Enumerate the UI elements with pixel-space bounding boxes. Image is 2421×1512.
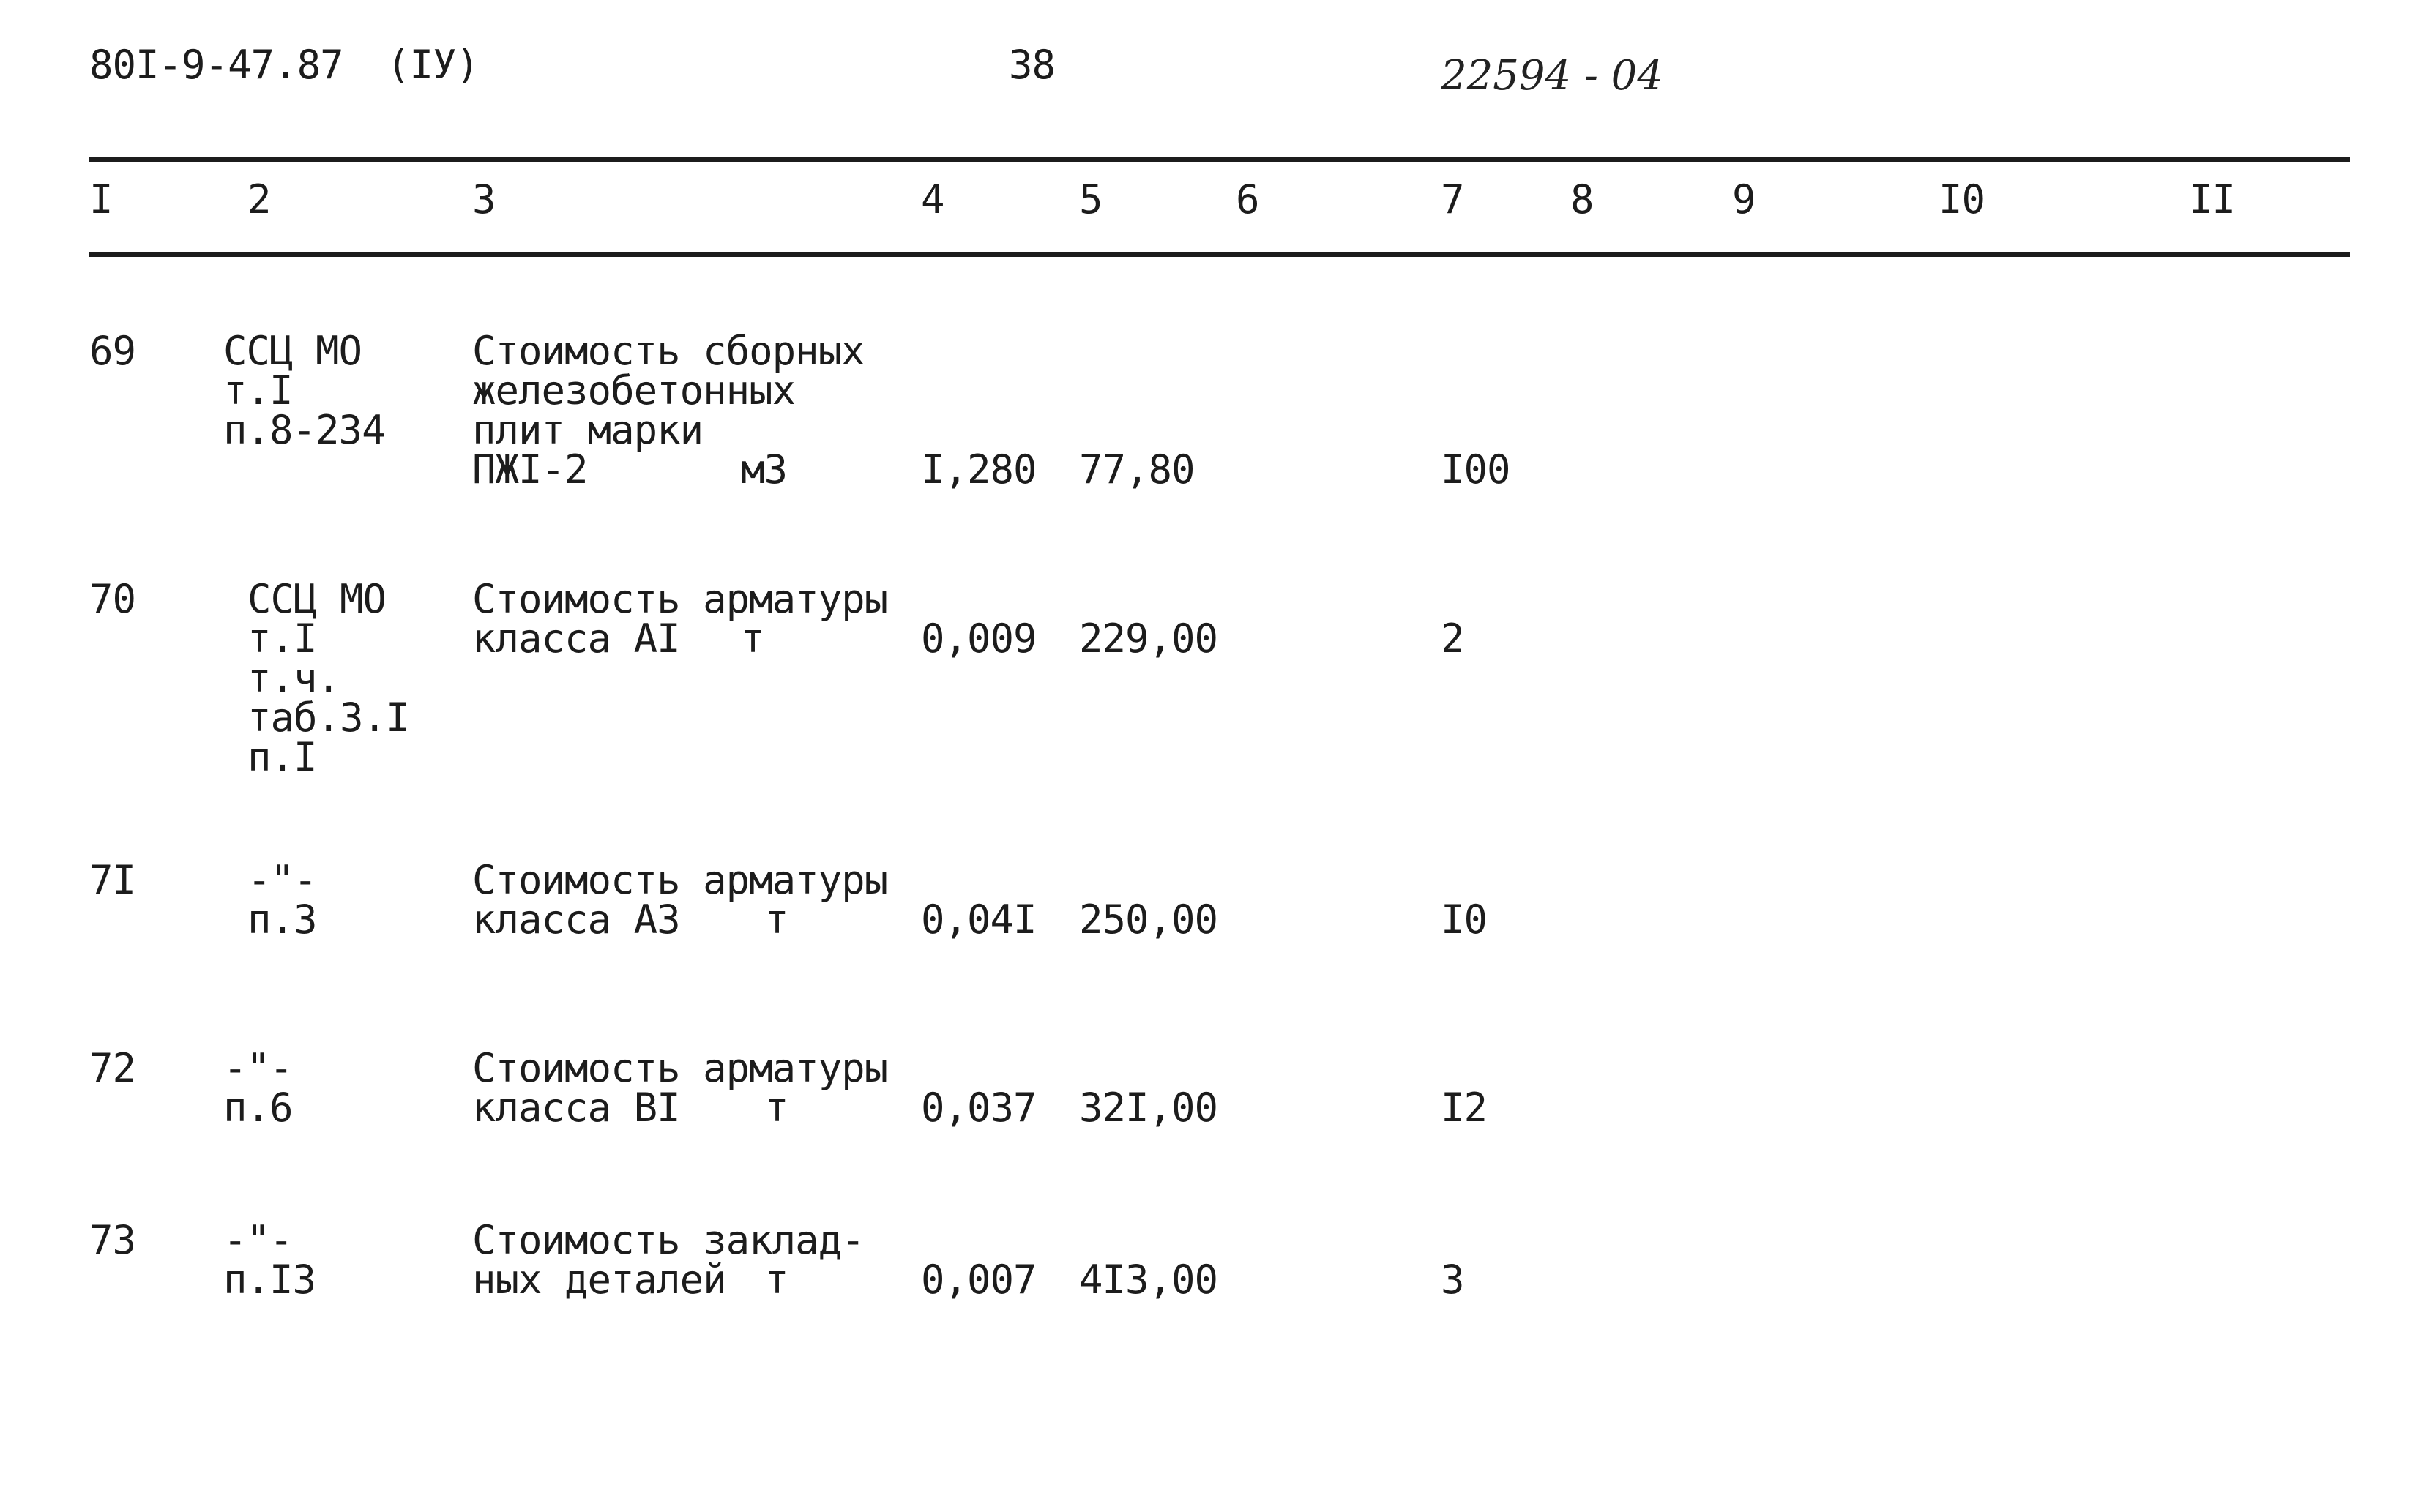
column-7-value: I2 — [1441, 1085, 1488, 1131]
row-number: 70 — [89, 576, 136, 622]
handwritten-reference: 22594 - 04 — [1441, 52, 1663, 100]
unit-of-measure: т — [765, 897, 788, 943]
row-number: 72 — [89, 1045, 136, 1091]
unit-of-measure: т — [741, 615, 764, 662]
price-reference: -"- п.6 — [223, 1045, 293, 1131]
unit-price: 77,80 — [1079, 446, 1195, 493]
column-header-1: I — [89, 176, 113, 222]
unit-price: 229,00 — [1079, 615, 1218, 662]
unit-price: 32I,00 — [1079, 1085, 1218, 1131]
row-number: 7I — [89, 857, 136, 903]
unit-price: 250,00 — [1079, 897, 1218, 943]
quantity: I,280 — [921, 446, 1037, 493]
table-top-rule — [89, 157, 2350, 162]
price-reference: -"- п.I3 — [223, 1217, 316, 1303]
unit-of-measure: т — [765, 1085, 788, 1131]
column-7-value: I00 — [1441, 446, 1510, 493]
quantity: 0,007 — [921, 1257, 1037, 1303]
item-description: Стоимость сборных железобетонных плит марки ПЖI-2 — [472, 328, 865, 493]
row-number: 69 — [89, 328, 136, 374]
document-code: 80I-9-47.87 — [89, 42, 343, 88]
page-number: 38 — [1009, 42, 1056, 88]
column-header-9: 9 — [1732, 176, 1756, 222]
column-7-value: I0 — [1441, 897, 1488, 943]
unit-of-measure: т — [765, 1257, 788, 1303]
column-header-6: 6 — [1236, 176, 1259, 222]
column-header-3: 3 — [472, 176, 496, 222]
column-header-7: 7 — [1441, 176, 1464, 222]
column-header-4: 4 — [921, 176, 944, 222]
quantity: 0,037 — [921, 1085, 1037, 1131]
item-description: Стоимость арматуры класса ВI — [472, 1045, 888, 1131]
item-description: Стоимость арматуры класса АI — [472, 576, 888, 662]
item-description: Стоимость заклад- ных деталей — [472, 1217, 865, 1303]
price-reference: ССЦ МО т.I т.ч. таб.3.I п.I — [247, 576, 409, 780]
column-header-5: 5 — [1079, 176, 1103, 222]
volume-label: (IУ) — [387, 42, 480, 88]
quantity: 0,009 — [921, 615, 1037, 662]
column-header-11: II — [2189, 176, 2236, 222]
quantity: 0,04I — [921, 897, 1037, 943]
price-reference: -"- п.3 — [247, 857, 317, 943]
unit-price: 4I3,00 — [1079, 1257, 1218, 1303]
column-header-10: I0 — [1939, 176, 1985, 222]
unit-of-measure: м3 — [741, 446, 788, 493]
column-header-8: 8 — [1570, 176, 1594, 222]
column-header-2: 2 — [247, 176, 271, 222]
price-reference: ССЦ МО т.I п.8-234 — [223, 328, 385, 453]
row-number: 73 — [89, 1217, 136, 1263]
item-description: Стоимость арматуры класса А3 — [472, 857, 888, 943]
column-7-value: 2 — [1441, 615, 1464, 662]
header-bottom-rule — [89, 252, 2350, 257]
column-7-value: 3 — [1441, 1257, 1464, 1303]
